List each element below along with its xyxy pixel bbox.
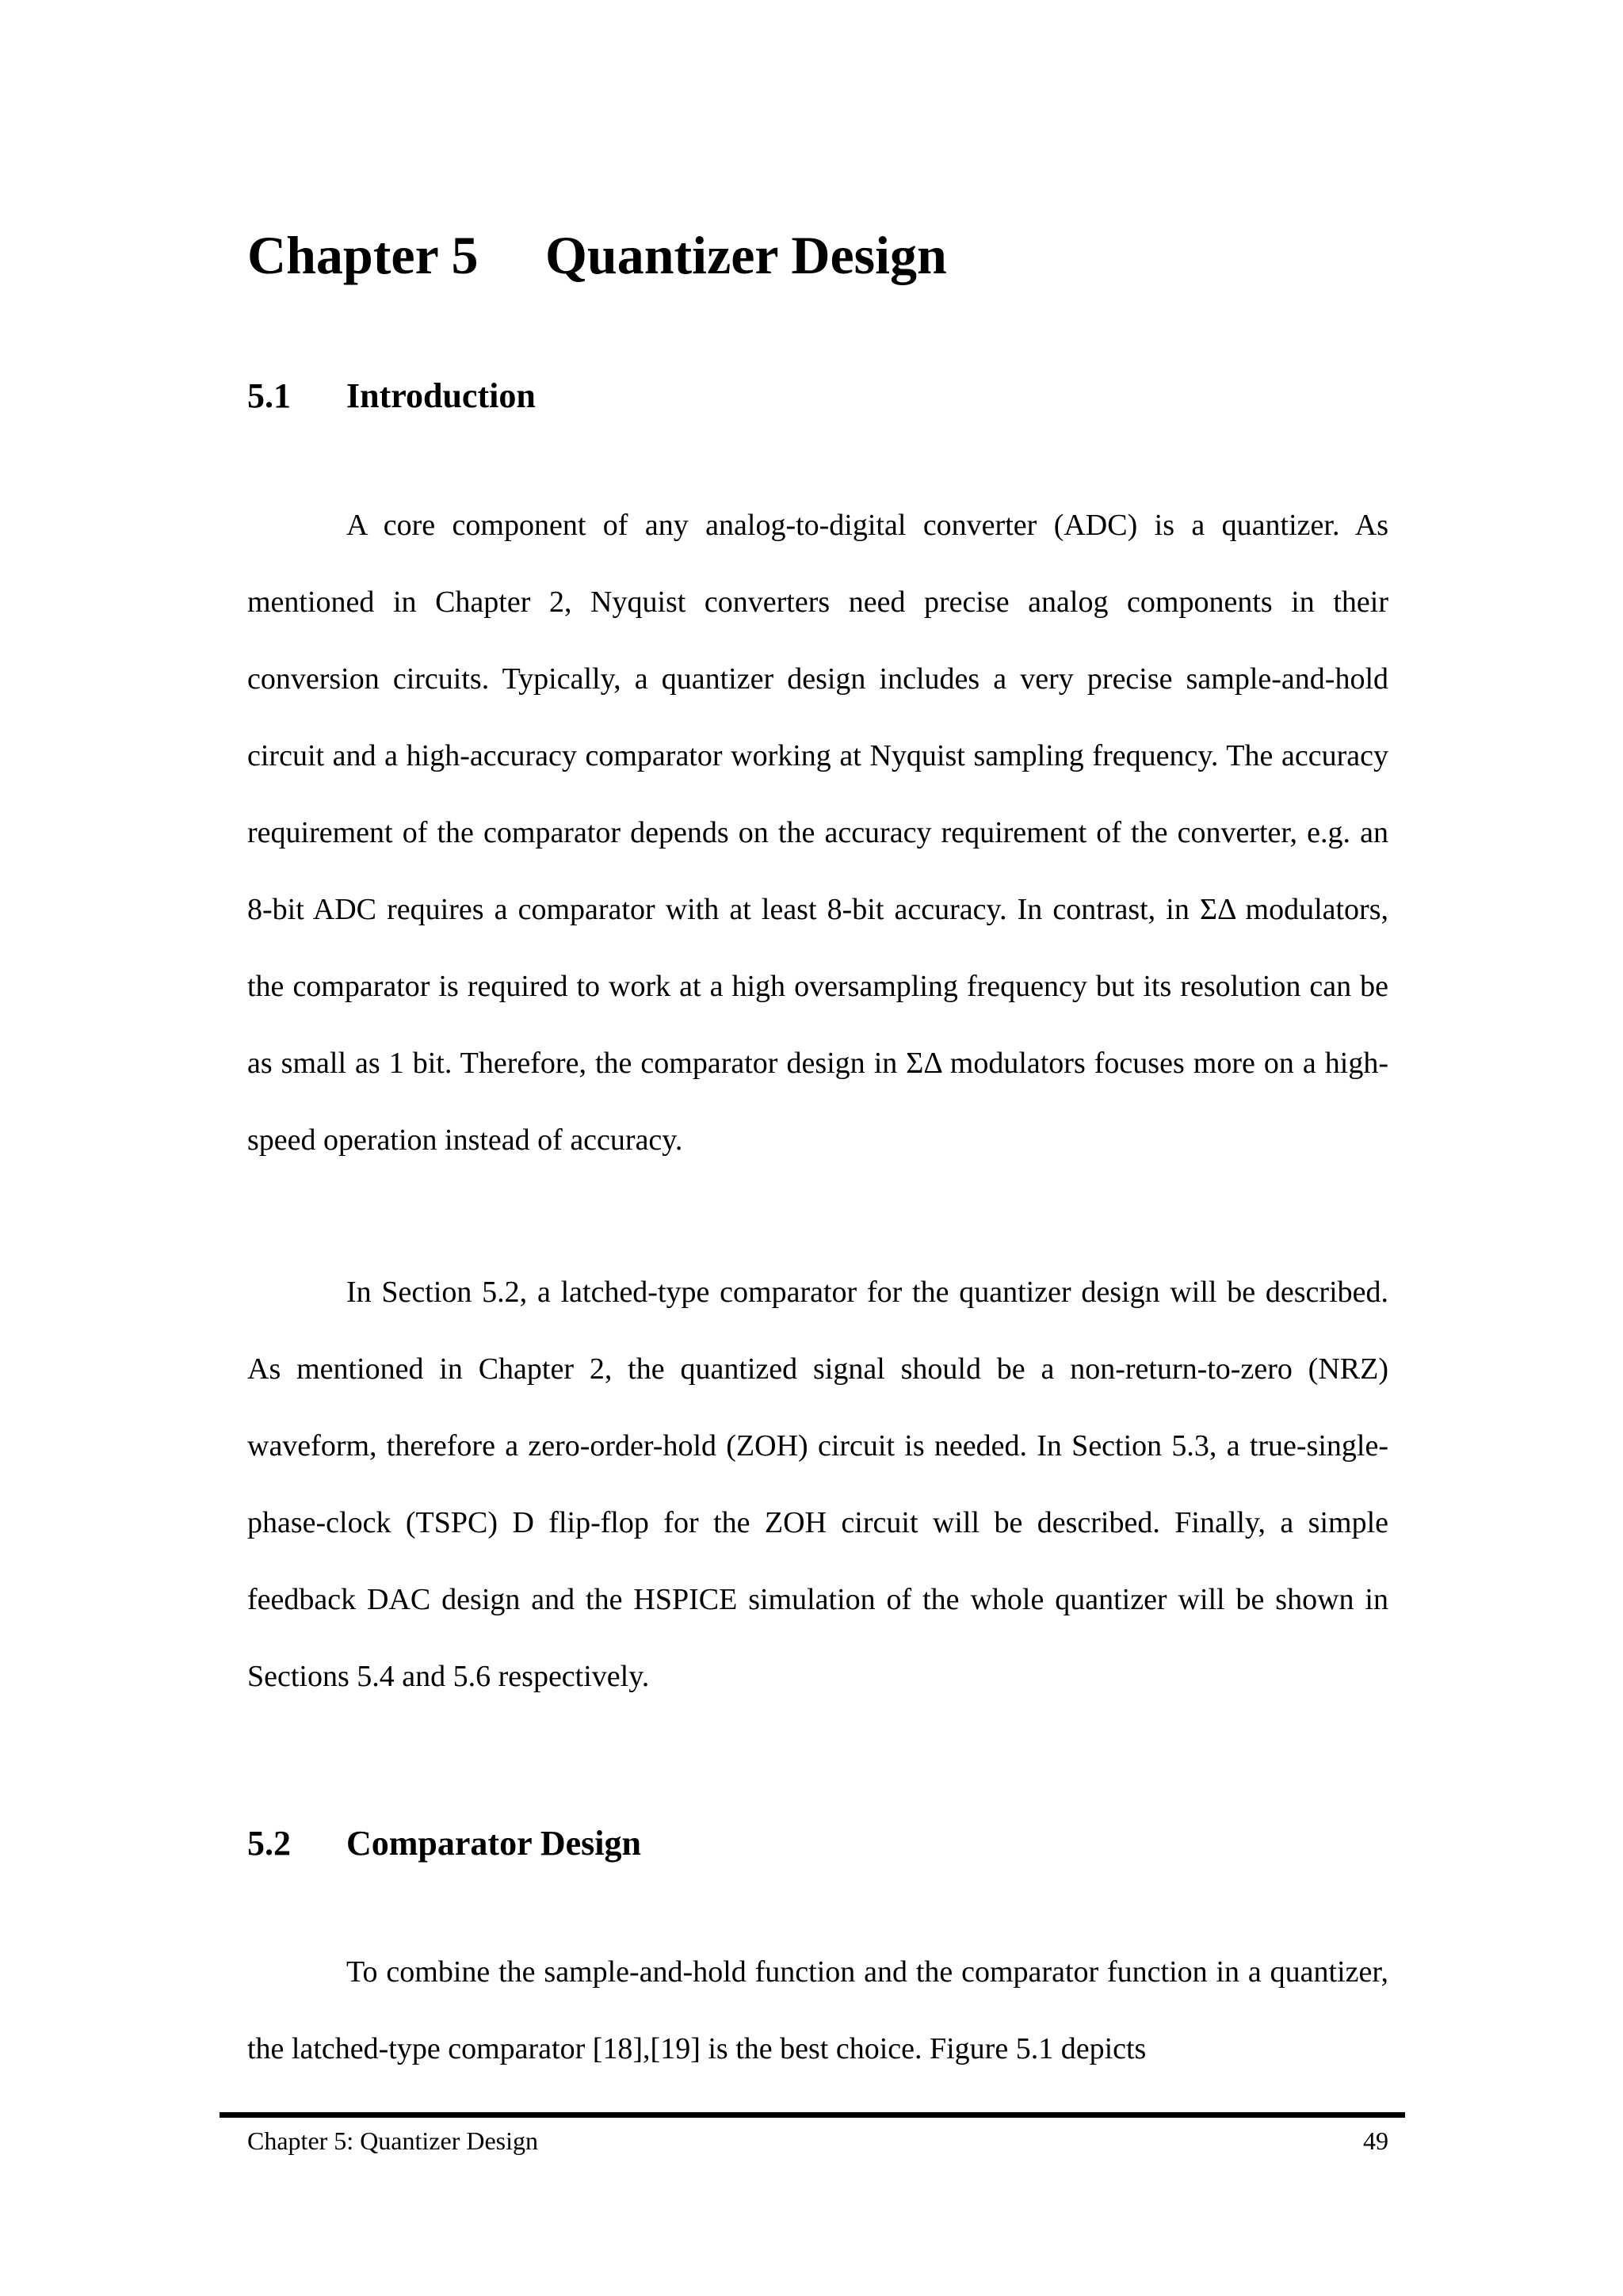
section-heading-5-1 xyxy=(247,376,536,415)
paragraph-comparator-1: To combine the sample-and-hold function and the comparator function in a quantizer, the latched-type comparator [18],[19] is the best choice. Figure 5.1 depicts xyxy=(247,1955,1388,2065)
footer-chapter-label: Chapter 5: Quantizer Design xyxy=(247,2126,538,2155)
footer-page-number: 49 xyxy=(1363,2126,1388,2155)
chapter-title xyxy=(247,225,947,285)
section-title: Introduction xyxy=(346,376,536,415)
chapter-name: Quantizer Design xyxy=(545,225,947,285)
section-title: Comparator Design xyxy=(346,1824,641,1863)
chapter-number: Chapter 5 xyxy=(247,225,479,285)
footer-rule xyxy=(220,2112,1405,2118)
section-heading-5-2 xyxy=(247,1826,641,1861)
paragraph-intro-2: In Section 5.2, a latched-type comparator for the quantizer design will be described. As mentioned in Chapter 2, the quantized signal should be a non-return-to-zero (NRZ) waveform, therefore a zero-order-hold (ZOH) circuit is needed. In Section 5.3, a true-single-phase-clock (TSPC) D flip-flop for the ZOH circuit will be described. Finally, a simple feedback DAC design and the HSPICE simulation of the whole quantizer will be shown in Sections 5.4 and 5.6 respectively. xyxy=(247,1276,1388,1693)
section-number: 5.1 xyxy=(247,376,291,415)
paragraph-intro-1: A core component of any analog-to-digital converter (ADC) is a quantizer. As mentioned in Chapter 2, Nyquist converters need precise analog components in their conversion circuits. Typically, a quantizer design includes a very precise sample-and-hold circuit and a high-accuracy comparator working at Nyquist sampling frequency. The accuracy requirement of the comparator depends on the accuracy requirement of the converter, e.g. an 8-bit ADC requires a comparator with at least 8-bit accuracy. In contrast, in ΣΔ modulators, the comparator is required to work at a high oversampling frequency but its resolution can be as small as 1 bit. Therefore, the comparator design in ΣΔ modulators focuses more on a high-speed operation instead of accuracy. xyxy=(247,509,1388,1157)
section-number: 5.2 xyxy=(247,1824,291,1863)
